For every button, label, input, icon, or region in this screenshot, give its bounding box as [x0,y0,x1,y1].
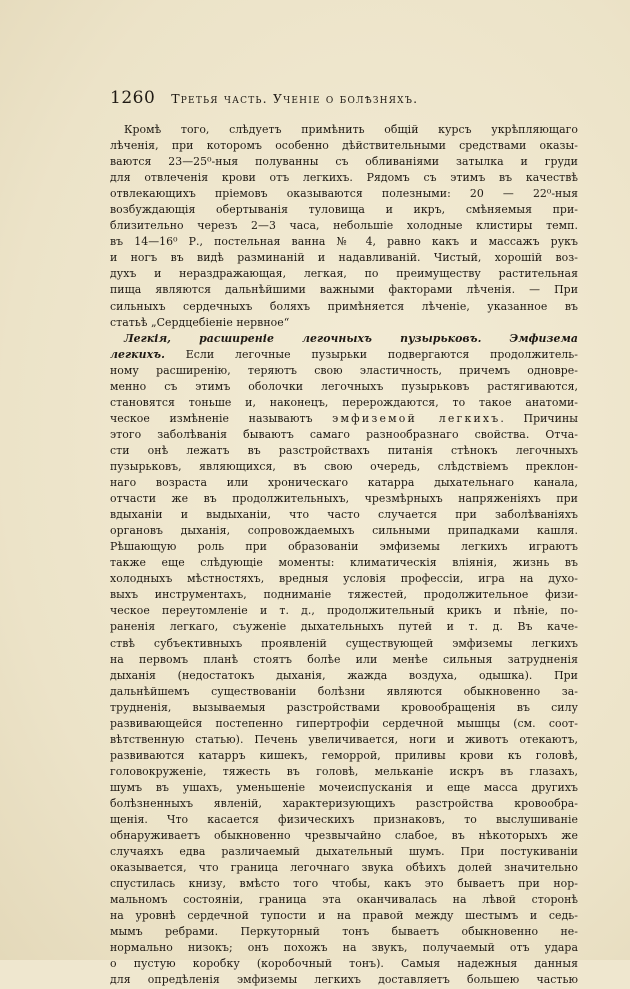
section-heading: Легкія, расширеніе легочныхъ пузырьковъ. Эмфизема [124,331,578,345]
text-line: оказывается, что граница легочнаго звука обѣихъ долей значительно [110,861,578,875]
text-line: отчасти же въ продолжительныхъ, чрезмѣрныхъ напряженіяхъ при [110,492,578,506]
text-line: отвлекающихъ пріемовъ оказываются полезными: 20 — 22⁰-ныя [110,187,578,201]
text-line: мымъ ребрами. Перкуторный тонъ бываетъ обыкновенно не- [110,925,578,939]
text-line: выхъ инструментахъ, подниманіе тяжестей, продолжительное физи- [110,588,578,602]
text-line: вдыханіи и выдыханіи, что часто случается при заболѣваніяхъ [110,508,578,522]
text-line: ческое измѣненіе называютъ эмфиземой легкихъ. Причины [110,411,578,425]
text-line: дальнѣйшемъ существованіи болѣзни являются обыкновенно за- [110,684,578,698]
paragraph-1 [110,122,578,331]
text-line: шумъ въ ушахъ, уменьшеніе мочеиспусканія и еще масса другихъ [110,780,578,794]
text-line: Рѣшающую роль при образованіи эмфиземы легкихъ играютъ [110,540,578,554]
text-line: случаяхъ едва различаемый дыхательный шумъ. При постукиваніи [110,845,578,859]
text-line: менно съ этимъ оболочки легочныхъ пузырьковъ растягиваются, [110,379,578,393]
text-line: мальномъ состояніи, граница эта оканчивалась на лѣвой сторонѣ [110,893,578,907]
text-line: легкихъ. Если легочные пузырьки подвергаются продолжитель- [110,347,578,361]
text-line: органовъ дыханія, сопровождаемыхъ сильными припадками кашля. [110,524,578,538]
paragraph-2-lines-b [110,427,578,989]
page-number: 1260 [110,88,156,108]
text-line: раненія легкаго, съуженіе дыхательныхъ путей и т. д. Въ каче- [110,620,578,634]
paragraph-2-heading-line [110,331,578,347]
text-line: пузырьковъ, являющихся, въ свою очередь, слѣдствіемъ преклон- [110,459,578,473]
text-line: Кромѣ того, слѣдуетъ примѣнить общій курсъ укрѣпляющаго [124,123,578,136]
text-line: для отвлеченія крови отъ легкихъ. Рядомъ съ этимъ въ качествѣ [110,171,578,185]
text-line: ваются 23—25⁰-ныя полуванны съ обливаніями затылка и груди [110,155,578,169]
text-line: спустилась книзу, вмѣсто того чтобы, какъ это бываетъ при нор- [110,877,578,891]
text-line: этого заболѣванія бываютъ самаго разнообразнаго свойства. Отча- [110,427,578,441]
emphasized-term: эмфиземой легкихъ [332,411,501,425]
text-line: дыханія (недостатокъ дыханія, жажда воздуха, одышка). При [110,668,578,682]
text-line: на уровнѣ сердечной тупости и на правой между шестымъ и седь- [110,909,578,923]
text-line: холодныхъ мѣстностяхъ, вредныя условія профессіи, игра на духо- [110,572,578,586]
text-line: ствѣ субъективныхъ проявленій существующей эмфиземы легкихъ [110,636,578,650]
text-line: для опредѣленія эмфиземы легкихъ доставляетъ большею частью [110,973,578,987]
text-line: возбуждающія обертыванія туловища и икръ, смѣняемыя при- [110,203,578,217]
text-line: сти онѣ лежатъ въ разстройствахъ питанія стѣнокъ легочныхъ [110,443,578,457]
text-line: болѣзненныхъ явленій, характеризующихъ разстройства кровообра- [110,796,578,810]
text-line: и ногъ въ видѣ разминаній и надавливаній. Чистый, хорошій воз- [110,251,578,265]
text-line: трудненія, вызываемыя разстройствами кровообращенія въ силу [110,700,578,714]
text-line: щенія. Что касается физическихъ признаковъ, то выслушиваніе [110,813,578,827]
text-line: ному расширенію, теряютъ свою эластичность, причемъ одновре- [110,363,578,377]
text-line: также еще слѣдующіе моменты: климатическія вліянія, жизнь въ [110,556,578,570]
running-title: Третья часть. Ученіе о болѣзняхъ. [171,91,419,106]
page-header [110,88,578,108]
text-line: нормально низокъ; онъ похожъ на звукъ, получаемый отъ удара [110,941,578,955]
text-line: сильныхъ сердечныхъ боляхъ примѣняется лѣченіе, указанное въ [110,299,578,313]
text-line: пища являются дальнѣйшими важными факторами лѣченія. — При [110,283,578,297]
text-line: вѣтственную статью). Печень увеличивается, ноги и животъ отекаютъ, [110,732,578,746]
text-line: статьѣ „Сердцебіеніе нервное“ [110,315,290,329]
text-line: головокруженіе, тяжесть въ головѣ, мельканіе искръ въ глазахъ, [110,764,578,778]
text-line: становятся тоньше и, наконецъ, перерождаются, то такое анатоми- [110,395,578,409]
text-line: обнаруживаетъ обыкновенно чрезвычайно слабое, въ нѣкоторыхъ же [110,829,578,843]
text-line: развиваются катарръ кишекъ, геморрой, приливы крови къ головѣ, [110,748,578,762]
text-line: лѣченія, при которомъ особенно дѣйствительными средствами оказы- [110,139,578,153]
text-line: развивающейся постепенно гипертрофіи сердечной мышцы (см. соот- [110,716,578,730]
text-line: о пустую коробку (коробочный тонъ). Самыя надежныя данныя [110,957,578,971]
text-line: духъ и нераздражающая, легкая, по преимуществу растительная [110,267,578,281]
text-line: въ 14—16⁰ Р., постельная ванна № 4, равно какъ и массажъ рукъ [110,235,578,249]
text-line: близительно черезъ 2—3 часа, небольшіе холодные клистиры темп. [110,219,578,233]
paragraph-2-lines-a [110,363,578,395]
text-line: ческое переутомленіе и т. д., продолжительный крикъ и пѣніе, по- [110,604,578,618]
body-text [110,122,578,989]
text-line: на первомъ планѣ стоятъ болѣе или менѣе сильныя затрудненія [110,652,578,666]
section-heading-end: легкихъ. [110,347,165,361]
text-line: наго возраста или хроническаго катарра дыхательнаго канала, [110,476,578,490]
paragraph-2 [110,331,578,989]
